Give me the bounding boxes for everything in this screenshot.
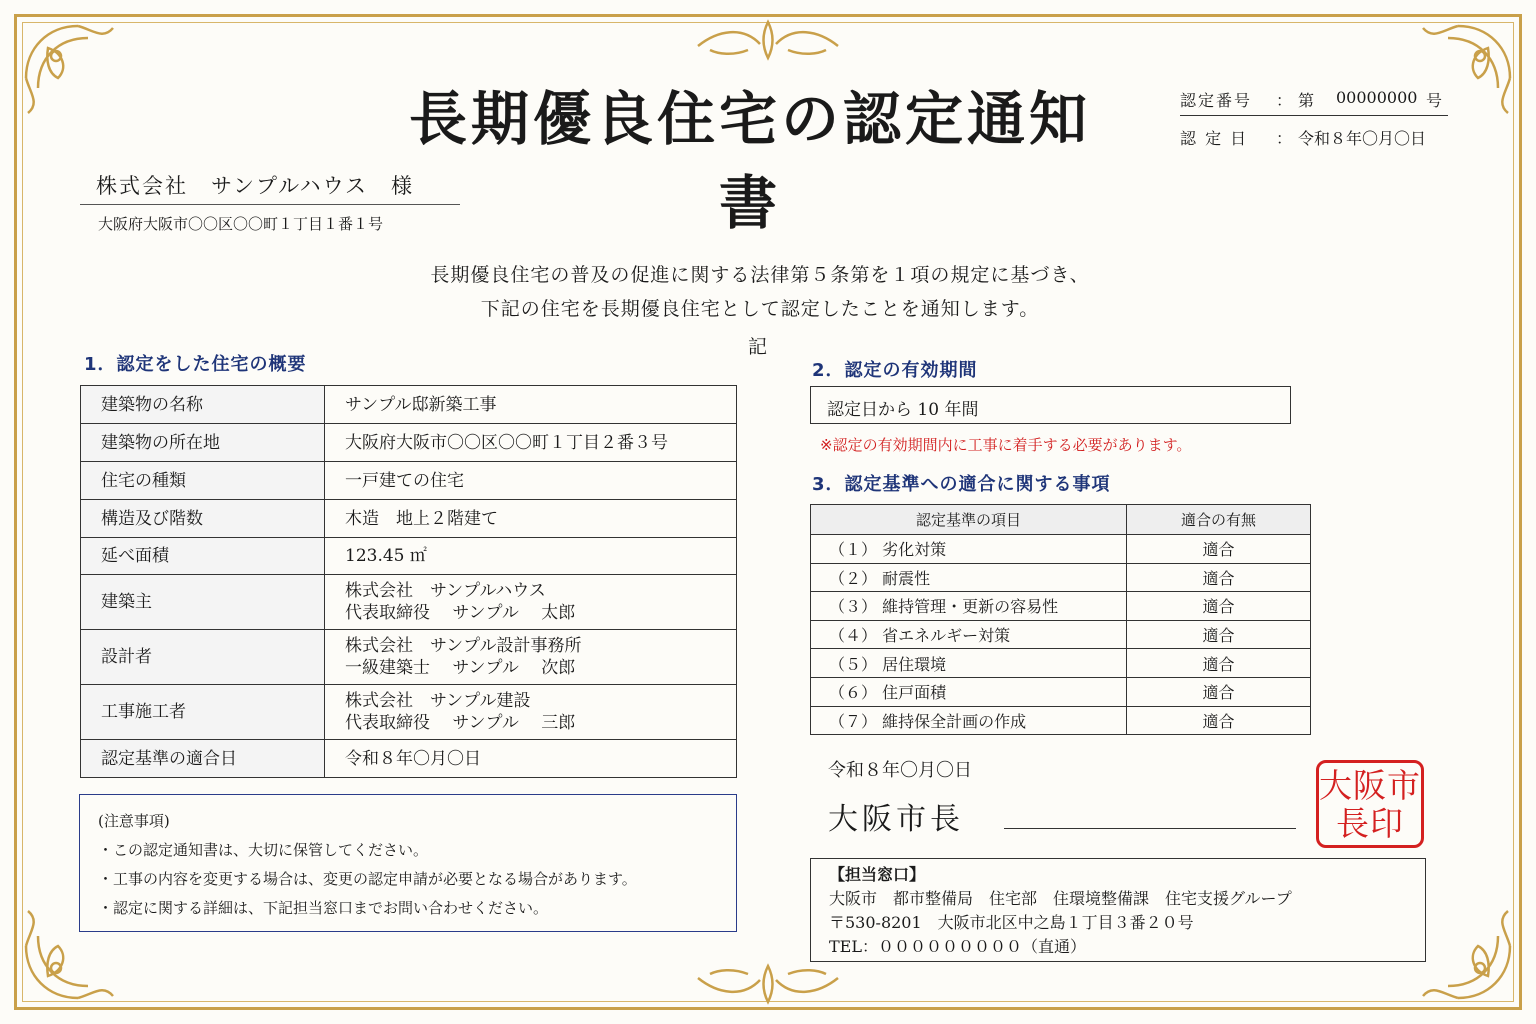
certification-number-label: 認定番号 — [1180, 91, 1253, 110]
colon: ： — [1276, 91, 1293, 110]
row-label: 認定基準の適合日 — [81, 740, 325, 778]
row-label: 建築物の名称 — [81, 386, 325, 424]
notes-item: ・この認定通知書は、大切に保管してください。 — [98, 841, 429, 859]
certification-number-value: 00000000 — [1336, 88, 1418, 107]
contact-line: 大阪市 都市整備局 住宅部 住環境整備課 住宅支援グループ — [829, 889, 1292, 908]
row-label: 構造及び階数 — [81, 500, 325, 538]
row-value — [325, 575, 737, 630]
recipient-address: 大阪府大阪市〇〇区〇〇町１丁目１番１号 — [98, 215, 384, 233]
table-row — [811, 649, 1311, 678]
table-row — [811, 620, 1311, 649]
certification-date-label: 認 定 日 — [1180, 129, 1249, 148]
notes-box — [79, 794, 737, 932]
row-value-line: 代表取締役 サンプル 太郎 — [345, 603, 576, 623]
intro-text — [300, 258, 1220, 326]
center-ornament-icon — [688, 960, 848, 1008]
row-value: サンプル邸新築工事 — [325, 386, 737, 424]
notes-item: ・認定に関する詳細は、下記担当窓口までお問い合わせください。 — [98, 899, 549, 917]
row-value-line: 株式会社 サンプルハウス — [345, 581, 546, 601]
colon: ： — [1276, 129, 1293, 148]
table-row — [81, 575, 737, 630]
document-title: 長期優良住宅の認定通知書 — [408, 85, 1091, 237]
contact-box — [810, 858, 1426, 962]
row-label: 建築主 — [81, 575, 325, 630]
table-row — [81, 630, 737, 685]
row-value: 123.45 ㎡ — [325, 538, 737, 575]
intro-line: 長期優良住宅の普及の促進に関する法律第５条第を１項の規定に基づき、 — [430, 264, 1090, 286]
row-value: 木造 地上２階建て — [325, 500, 737, 538]
criteria-item: （７） 維持保全計画の作成 — [811, 706, 1127, 735]
table-row — [81, 685, 737, 740]
table-row — [811, 563, 1311, 592]
housing-overview-table — [80, 385, 737, 778]
criteria-result: 適合 — [1127, 620, 1311, 649]
row-value — [325, 630, 737, 685]
row-label: 設計者 — [81, 630, 325, 685]
table-row — [811, 592, 1311, 621]
center-ornament-icon — [688, 16, 848, 64]
criteria-result: 適合 — [1127, 563, 1311, 592]
criteria-item: （２） 耐震性 — [811, 563, 1127, 592]
intro-line: 下記の住宅を長期優良住宅として認定したことを通知します。 — [480, 298, 1040, 320]
corner-ornament-icon — [18, 18, 128, 128]
issuer-title: 大阪市長 — [828, 802, 964, 837]
contact-line: 〒530-8201 大阪市北区中之島１丁目３番２０号 — [829, 913, 1194, 932]
table-row — [81, 462, 737, 500]
criteria-result: 適合 — [1127, 649, 1311, 678]
seal-text: 長印 — [1336, 804, 1404, 843]
criteria-item: （３） 維持管理・更新の容易性 — [811, 592, 1127, 621]
validity-warning: ※認定の有効期間内に工事に着手する必要があります。 — [820, 436, 1192, 454]
table-header-row — [811, 505, 1311, 535]
table-row — [81, 500, 737, 538]
criteria-result: 適合 — [1127, 535, 1311, 564]
recipient-underline — [80, 204, 460, 205]
certification-number-prefix: 第 — [1298, 91, 1315, 110]
criteria-item: （５） 居住環境 — [811, 649, 1127, 678]
row-value: 令和８年〇月〇日 — [325, 740, 737, 778]
validity-period: 認定日から 10 年間 — [810, 386, 1291, 424]
table-row — [811, 677, 1311, 706]
official-seal — [1316, 760, 1424, 848]
criteria-result: 適合 — [1127, 677, 1311, 706]
row-label: 住宅の種類 — [81, 462, 325, 500]
row-value-line: 一級建築士 サンプル 次郎 — [345, 658, 576, 678]
row-value: 大阪府大阪市〇〇区〇〇町１丁目２番３号 — [325, 424, 737, 462]
certification-number-suffix: 号 — [1426, 91, 1443, 110]
signature-line — [1004, 828, 1296, 829]
contact-heading: 【担当窓口】 — [829, 865, 926, 884]
row-label: 工事施工者 — [81, 685, 325, 740]
criteria-item: （６） 住戸面積 — [811, 677, 1127, 706]
row-value-line: 株式会社 サンプル建設 — [345, 691, 531, 711]
row-value: 一戸建ての住宅 — [325, 462, 737, 500]
column-header: 適合の有無 — [1127, 505, 1311, 535]
section2-title: 2．認定の有効期間 — [812, 360, 978, 381]
criteria-result: 適合 — [1127, 706, 1311, 735]
section1-title: 1．認定をした住宅の概要 — [84, 354, 307, 375]
row-value-line: 代表取締役 サンプル 三郎 — [345, 713, 576, 733]
notes-item: ・工事の内容を変更する場合は、変更の認定申請が必要となる場合があります。 — [98, 870, 637, 888]
criteria-table — [810, 504, 1311, 735]
issue-date: 令和８年〇月〇日 — [828, 760, 972, 781]
criteria-result: 適合 — [1127, 592, 1311, 621]
table-row — [81, 538, 737, 575]
certification-date — [1180, 126, 1426, 149]
criteria-item: （１） 劣化対策 — [811, 535, 1127, 564]
table-row — [81, 740, 737, 778]
row-value-line: 株式会社 サンプル設計事務所 — [345, 636, 582, 656]
section3-title: 3．認定基準への適合に関する事項 — [812, 474, 1111, 495]
recipient-name: 株式会社 サンプルハウス 様 — [96, 174, 415, 198]
table-row — [81, 424, 737, 462]
ki-mark: 記 — [748, 336, 768, 358]
row-label: 延べ面積 — [81, 538, 325, 575]
certification-date-value: 令和８年〇月〇日 — [1298, 129, 1427, 148]
table-row — [811, 535, 1311, 564]
notes-heading: (注意事項) — [98, 812, 170, 830]
row-label: 建築物の所在地 — [81, 424, 325, 462]
row-value — [325, 685, 737, 740]
table-row — [811, 706, 1311, 735]
table-row — [81, 386, 737, 424]
contact-line: TEL：０００００００００（直通） — [829, 937, 1086, 956]
column-header: 認定基準の項目 — [811, 505, 1127, 535]
certification-number — [1180, 88, 1448, 116]
criteria-item: （４） 省エネルギー対策 — [811, 620, 1127, 649]
seal-text: 大阪市 — [1319, 766, 1421, 805]
